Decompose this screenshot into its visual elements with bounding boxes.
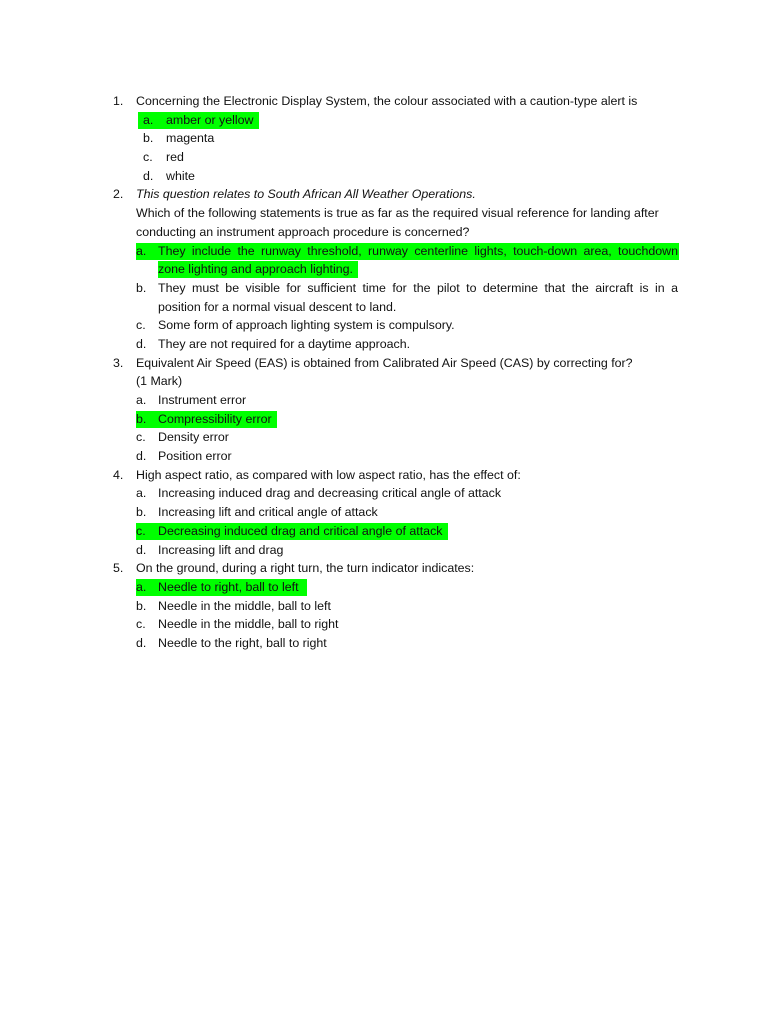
question-number: 3. [113, 355, 124, 370]
question-text: Concerning the Electronic Display System, the colour associated with a caution-type alert is [136, 94, 638, 108]
option-letter: a. [143, 112, 154, 127]
option-letter: d. [136, 449, 147, 464]
question-text: Which of the following statements is true as far as the required visual reference for landing after [136, 206, 659, 221]
question-number: 2. [113, 187, 124, 202]
option-text: They must be visible for sufficient time for the pilot to determine that the aircraft is in a [158, 280, 678, 295]
option-letter: b. [136, 505, 147, 520]
answer-option-4c [0, 522, 768, 541]
answer-option-3b [0, 410, 768, 429]
answer-option-1a [0, 111, 768, 130]
option-letter: d. [136, 635, 147, 650]
option-text: zone lighting and approach lighting. [158, 262, 353, 277]
option-letter: b. [136, 280, 147, 295]
question-number: 4. [113, 467, 124, 482]
answer-option-2d [0, 335, 768, 354]
option-text: white [166, 168, 195, 183]
question-number: 1. [113, 94, 124, 108]
option-text: Compressibility error [158, 411, 272, 426]
option-letter: c. [136, 430, 146, 445]
answer-option-2a-cont [0, 260, 768, 279]
option-letter: d. [143, 168, 154, 183]
answer-option-4d [0, 541, 768, 560]
answer-option-5c [0, 615, 768, 634]
answer-option-1b [0, 129, 768, 148]
option-text: They are not required for a daytime approach. [158, 336, 411, 351]
option-text: Instrument error [158, 393, 247, 407]
option-letter: b. [136, 411, 147, 426]
option-letter: c. [143, 150, 153, 165]
answer-option-2c [0, 316, 768, 335]
question-text: Equivalent Air Speed (EAS) is obtained from Calibrated Air Speed (CAS) by correcting for? [136, 355, 633, 370]
question-text: High aspect ratio, as compared with low aspect ratio, has the effect of: [136, 467, 521, 482]
option-text: position for a normal visual descent to land. [158, 299, 397, 314]
answer-option-4a [0, 484, 768, 503]
option-text: magenta [166, 131, 215, 146]
option-text: Decreasing induced drag and critical angle of attack [158, 523, 443, 538]
option-text: Needle in the middle, ball to right [158, 617, 339, 632]
answer-option-4b [0, 503, 768, 522]
question-intro-text: This question relates to South African All Weather Operations. [136, 187, 476, 202]
option-letter: b. [143, 131, 154, 146]
question-number: 5. [113, 561, 124, 576]
answer-option-1c [0, 148, 768, 167]
option-letter: a. [136, 486, 147, 501]
answer-option-1d [0, 167, 768, 186]
question-5-stem [0, 559, 768, 578]
option-letter: d. [136, 336, 147, 351]
answer-option-5a [0, 578, 768, 597]
option-text: Increasing induced drag and decreasing critical angle of attack [158, 486, 502, 501]
option-text: Some form of approach lighting system is compulsory. [158, 318, 455, 333]
answer-option-2a [0, 242, 768, 261]
option-text: Needle in the middle, ball to left [158, 598, 331, 613]
option-letter: d. [136, 542, 147, 557]
answer-option-3d [0, 447, 768, 466]
option-text: red [166, 150, 184, 165]
option-letter: a. [136, 393, 147, 407]
answer-option-5d [0, 634, 768, 653]
question-2-stem [0, 204, 768, 223]
option-letter: a. [136, 243, 147, 258]
option-letter: c. [136, 523, 146, 538]
option-letter: c. [136, 318, 146, 333]
question-2-stem-cont [0, 223, 768, 242]
option-text: amber or yellow [166, 112, 254, 127]
option-text: Density error [158, 430, 229, 445]
option-text: Position error [158, 449, 232, 464]
question-1-stem [0, 92, 768, 111]
answer-option-3a [0, 391, 768, 410]
question-3-marks [0, 372, 768, 391]
answer-option-2b-cont [0, 298, 768, 317]
question-text: conducting an instrument approach procedure is concerned? [136, 224, 470, 239]
question-2-intro [0, 185, 768, 204]
option-text: Increasing lift and drag [158, 542, 284, 557]
document-page [0, 92, 768, 653]
answer-option-3c [0, 428, 768, 447]
answer-option-5b [0, 597, 768, 616]
option-letter: b. [136, 598, 147, 613]
option-text: Needle to right, ball to left [158, 579, 299, 594]
option-text: Increasing lift and critical angle of attack [158, 505, 378, 520]
option-letter: a. [136, 579, 147, 594]
question-marks: (1 Mark) [136, 374, 183, 389]
answer-option-2b [0, 279, 768, 298]
option-letter: c. [136, 617, 146, 632]
option-text: Needle to the right, ball to right [158, 635, 327, 650]
question-4-stem [0, 466, 768, 485]
question-text: On the ground, during a right turn, the turn indicator indicates: [136, 561, 475, 576]
option-text: They include the runway threshold, runway centerline lights, touch-down area, touchdown [158, 243, 678, 258]
question-3-stem [0, 354, 768, 373]
